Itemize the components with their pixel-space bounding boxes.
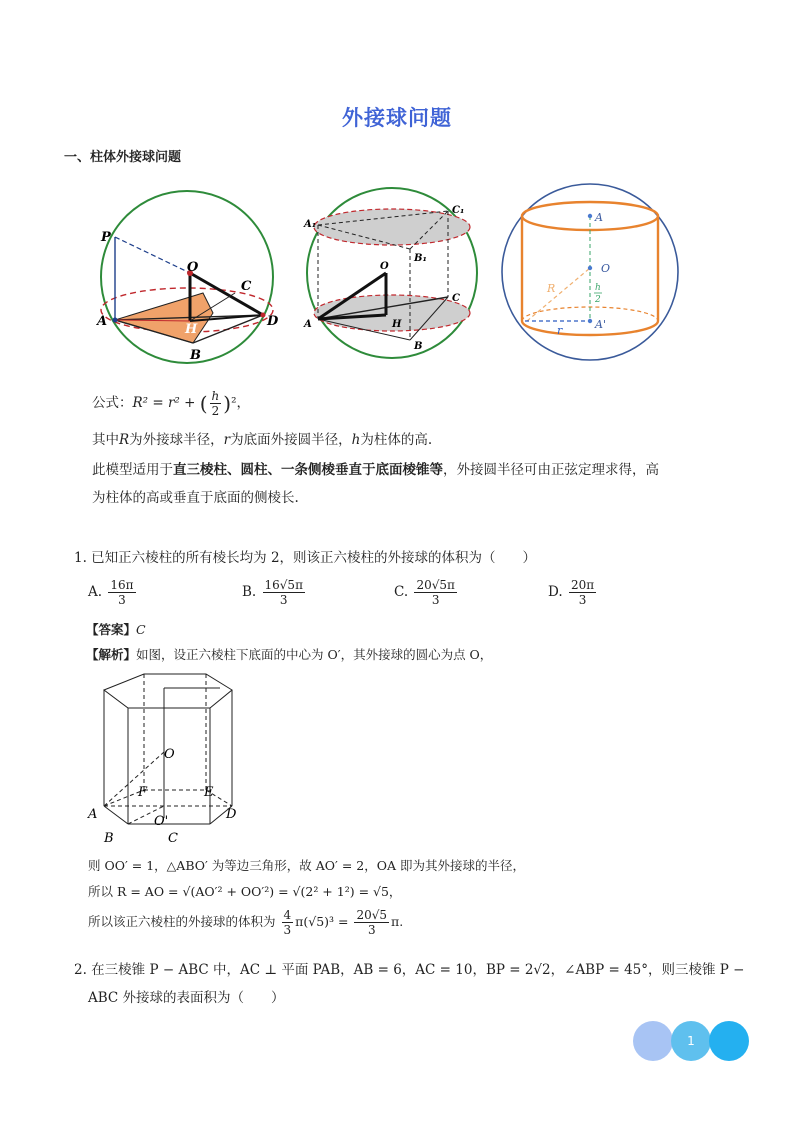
- label-D: D: [267, 314, 279, 329]
- q1-analysis-label: 【解析】: [86, 647, 137, 662]
- q1-step-3-prefix: 所以该正六棱柱的外接球的体积为: [88, 914, 276, 929]
- formula-prefix: 公式：: [92, 395, 133, 411]
- label-Aprime3: A': [595, 318, 606, 331]
- explain-text-2: 为外接球半径，: [129, 432, 224, 448]
- formula-frac-den: 2: [211, 404, 220, 418]
- q1-analysis: [86, 645, 492, 663]
- page-badge-right: [709, 1021, 749, 1061]
- q1-option-c-num: 20√5π: [416, 578, 455, 592]
- q1-option-b-den: 3: [279, 593, 288, 607]
- label-B: B: [190, 348, 201, 363]
- hex-label-B: B: [104, 831, 114, 846]
- label-A1: A₁: [304, 219, 317, 230]
- q1-step-3-tail: π.: [391, 914, 404, 929]
- q1-step-2: 所以 R = AO = √(AO′² + OO′²) = √(2² + 1²) = √5，: [88, 884, 402, 899]
- q1-option-b-num: 16√5π: [264, 578, 303, 592]
- model-text-2: ，外接圆半径可由正弦定理求得，高: [443, 462, 659, 478]
- model-text-1: 此模型适用于: [92, 462, 173, 478]
- label-H2: H: [392, 319, 402, 330]
- model-bold: 直三棱柱、圆柱、一条侧棱垂直于底面棱锥等: [173, 462, 443, 478]
- page-number: 1: [671, 1021, 711, 1061]
- label-R3: R: [547, 282, 556, 295]
- section-heading: 一、柱体外接球问题: [64, 150, 182, 165]
- hex-label-Oprime: O': [154, 814, 169, 829]
- q1-option-b[interactable]: [242, 578, 307, 607]
- label-B2: B: [414, 341, 423, 352]
- hex-label-D: D: [226, 807, 237, 822]
- page-badge-left: [633, 1021, 673, 1061]
- q1-option-c[interactable]: [394, 578, 459, 607]
- explain-text-1: 其中: [92, 432, 119, 448]
- model-line-1: [92, 458, 659, 478]
- label-O2: O: [380, 261, 389, 272]
- q1-step-3-mid: π(√5)³ =: [295, 914, 349, 929]
- q1-step-3-frac1-num: 4: [283, 908, 292, 922]
- q1-option-d-den: 3: [578, 593, 587, 607]
- q1-answer-label: 【答案】: [86, 622, 137, 637]
- q1-option-a[interactable]: [88, 578, 138, 607]
- explain-r: r: [223, 432, 231, 448]
- q1-analysis-text: 如图，设正六棱柱下底面的中心为 O′，其外接球的圆心为点 O，: [136, 647, 493, 662]
- formula-line: 公式：R² = r² + ( $\frac{h}{2}$ )²，: [92, 389, 251, 418]
- q1-step-3-frac1-den: 3: [283, 923, 292, 937]
- q1-option-c-label: C.: [394, 584, 409, 600]
- label-A: A: [97, 314, 108, 329]
- q1-answer: [86, 620, 146, 638]
- q1-step-3-frac2-den: 3: [367, 923, 376, 937]
- explain-R: R: [119, 432, 130, 448]
- figure-pyramid-sphere: [95, 185, 295, 370]
- q1-option-d-label: D.: [548, 584, 563, 600]
- figure-cylinder-sphere: [495, 180, 685, 365]
- q1-option-b-label: B.: [242, 584, 257, 600]
- label-h3: h: [595, 283, 601, 293]
- q1-option-d-num: 20π: [570, 578, 595, 592]
- hex-label-A: A: [88, 807, 98, 822]
- q1-answer-value: C: [136, 622, 146, 637]
- model-line-2: 为柱体的高或垂直于底面的侧棱长.: [92, 490, 299, 506]
- label-B1: B₁: [414, 253, 427, 264]
- label-A3: A: [595, 211, 603, 224]
- explain-line: [92, 428, 432, 448]
- explain-text-4: 为柱体的高.: [360, 432, 433, 448]
- q1-option-a-label: A.: [88, 584, 103, 600]
- page-title: 外接球问题: [342, 106, 452, 130]
- label-r3: r: [557, 324, 563, 337]
- q1-step-1: 则 OO′ = 1，△ABO′ 为等边三角形，故 AO′ = 2，OA 即为其外接球的半径，: [88, 858, 526, 873]
- label-C2: C: [452, 293, 460, 304]
- label-A2: A: [304, 319, 312, 330]
- hex-label-F: F: [138, 785, 148, 800]
- hex-label-O: O: [164, 747, 175, 762]
- label-P: P: [101, 230, 111, 245]
- label-C1: C₁: [452, 205, 465, 216]
- label-O: O: [187, 260, 199, 275]
- q1-option-a-num: 16π: [110, 578, 134, 592]
- label-C: C: [241, 279, 252, 294]
- formula-lhs: R² = r² +: [132, 395, 200, 411]
- q2-line-1: 2. 在三棱锥 P − ABC 中，AC ⊥ 平面 PAB，AB = 6，AC = 10，BP = 2√2，∠ABP = 45°，则三棱锥 P −: [74, 962, 745, 978]
- figure-prism-sphere: [300, 185, 490, 360]
- q1-step-3-frac2-num: 20√5: [356, 908, 388, 922]
- label-H: H: [185, 322, 198, 337]
- q1-stem: 1. 已知正六棱柱的所有棱长均为 2，则该正六棱柱的外接球的体积为（ ）: [74, 550, 537, 566]
- explain-h: h: [351, 432, 361, 448]
- q1-option-a-den: 3: [118, 593, 126, 607]
- formula-tail: ²，: [231, 395, 251, 411]
- label-2-3: 2: [595, 295, 601, 305]
- q1-option-c-den: 3: [431, 593, 440, 607]
- q1-option-d[interactable]: [548, 578, 598, 607]
- hex-label-E: E: [204, 785, 214, 800]
- figure-hexagonal-prism: [86, 668, 246, 848]
- q1-step-3: [88, 908, 403, 937]
- formula-frac-num: h: [211, 389, 220, 403]
- q2-line-2: ABC 外接球的表面积为（ ）: [88, 990, 285, 1006]
- explain-text-3: 为底面外接圆半径，: [230, 432, 352, 448]
- hex-label-C: C: [168, 831, 178, 846]
- label-O3: O: [601, 262, 611, 275]
